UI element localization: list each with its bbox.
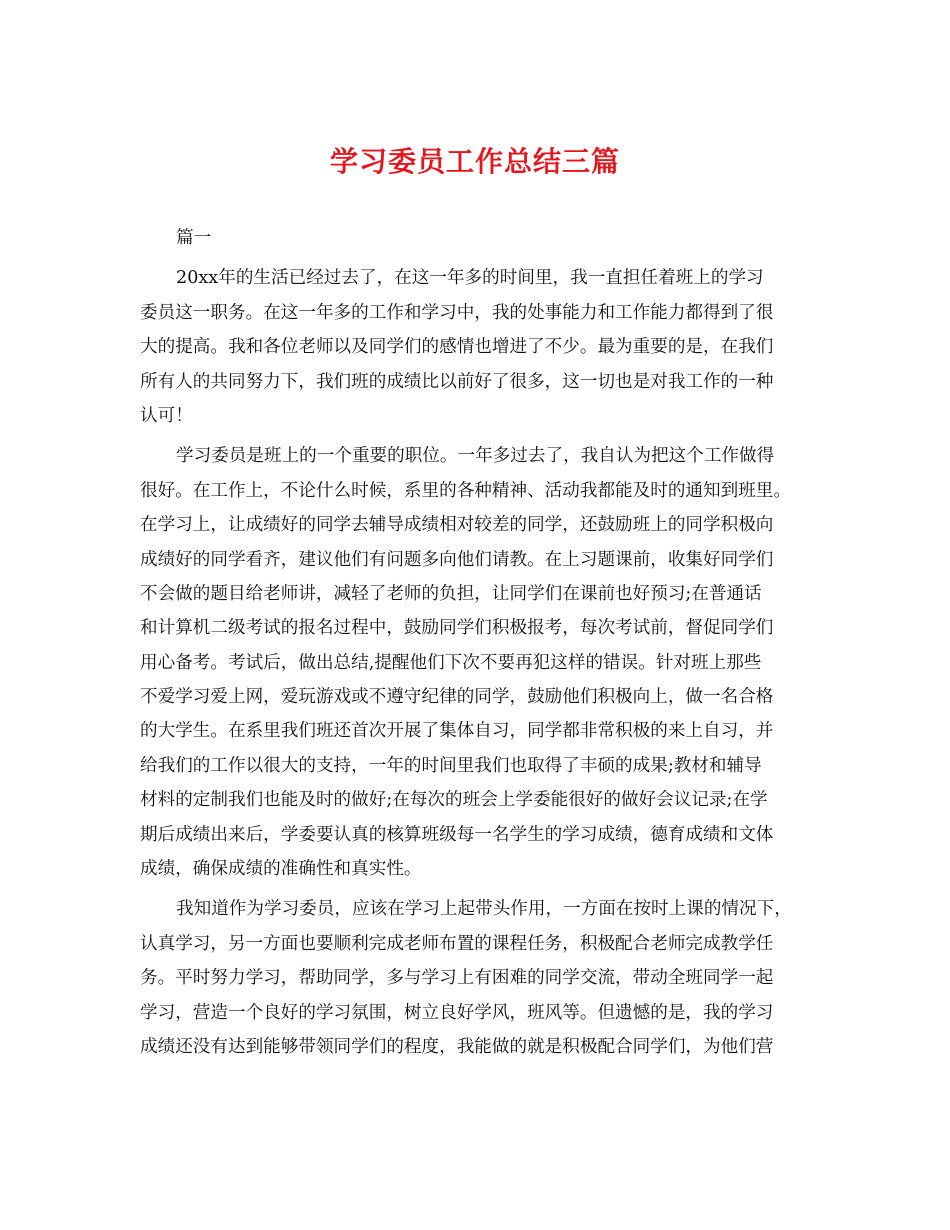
paragraph-line: 用心备考。考试后，做出总结,提醒他们下次不要再犯这样的错误。针对班上那些 — [140, 652, 762, 673]
paragraph-line: 不爱学习爱上网，爱玩游戏或不遵守纪律的同学，鼓励他们积极向上，做一名合格 — [140, 687, 774, 708]
paragraph-line: 所有人的共同努力下，我们班的成绩比以前好了很多，这一切也是对我工作的一种 — [140, 371, 774, 392]
paragraph-line: 学习委员是班上的一个重要的职位。一年多过去了，我自认为把这个工作做得 — [176, 446, 775, 467]
paragraph-line: 成绩好的同学看齐，建议他们有问题多向他们请教。在上习题课前，收集好同学们 — [140, 549, 774, 570]
paragraph-line: 期后成绩出来后，学委要认真的核算班级每一名学生的学习成绩，德育成绩和文体 — [140, 824, 774, 845]
paragraph-line: 和计算机二级考试的报名过程中，鼓励同学们积极报考，每次考试前，督促同学们 — [140, 618, 774, 639]
paragraph-line: 给我们的工作以很大的支持，一年的时间里我们也取得了丰硕的成果;教材和辅导 — [140, 755, 762, 776]
document-title: 学习委员工作总结三篇 — [329, 145, 620, 178]
document-body — [140, 221, 820, 1064]
paragraph-line: 学习，营造一个良好的学习氛围，树立良好学风，班风等。但遗憾的是，我的学习 — [140, 1002, 774, 1023]
paragraph-line: 20xx年的生活已经过去了，在这一年多的时间里，我一直担任着班上的学习 — [176, 268, 764, 289]
paragraph-line: 认真学习，另一方面也要顺利完成老师布置的课程任务，积极配合老师完成教学任 — [140, 933, 774, 954]
paragraph-line: 不会做的题目给老师讲，减轻了老师的负担，让同学们在课前也好预习;在普通话 — [140, 583, 762, 604]
paragraph-line: 认可！ — [140, 405, 193, 426]
paragraph-line: 材料的定制我们也能及时的做好;在每次的班会上学委能很好的做好会议记录;在学 — [140, 790, 768, 811]
paragraph-line: 务。平时努力学习，帮助同学，多与学习上有困难的同学交流，带动全班同学一起 — [140, 968, 774, 989]
paragraph — [140, 261, 820, 433]
paragraph-line: 的大学生。在系里我们班还首次开展了集体自习，同学都非常积极的来上自习，并 — [140, 721, 774, 742]
paragraph-line: 委员这一职务。在这一年多的工作和学习中，我的处事能力和工作能力都得到了很 — [140, 302, 774, 323]
paragraph-line: 我知道作为学习委员，应该在学习上起带头作用，一方面在按时上课的情况下， — [176, 899, 792, 920]
paragraph-line: 大的提高。我和各位老师以及同学们的感情也增进了不少。最为重要的是，在我们 — [140, 337, 774, 358]
paragraph-line: 成绩还没有达到能够带领同学们的程度，我能做的就是积极配合同学们，为他们营 — [140, 1036, 774, 1057]
paragraph-line: 很好。在工作上，不论什么时候，系里的各种精神、活动我都能及时的通知到班里。 — [140, 480, 791, 501]
paragraph-line: 成绩，确保成绩的准确性和真实性。 — [140, 859, 422, 880]
paragraph-line: 在学习上，让成绩好的同学去辅导成绩相对较差的同学，还鼓励班上的同学积极向 — [140, 515, 774, 536]
paragraph — [140, 439, 820, 886]
section-heading: 篇一 — [176, 228, 212, 248]
paragraph — [140, 892, 820, 1064]
